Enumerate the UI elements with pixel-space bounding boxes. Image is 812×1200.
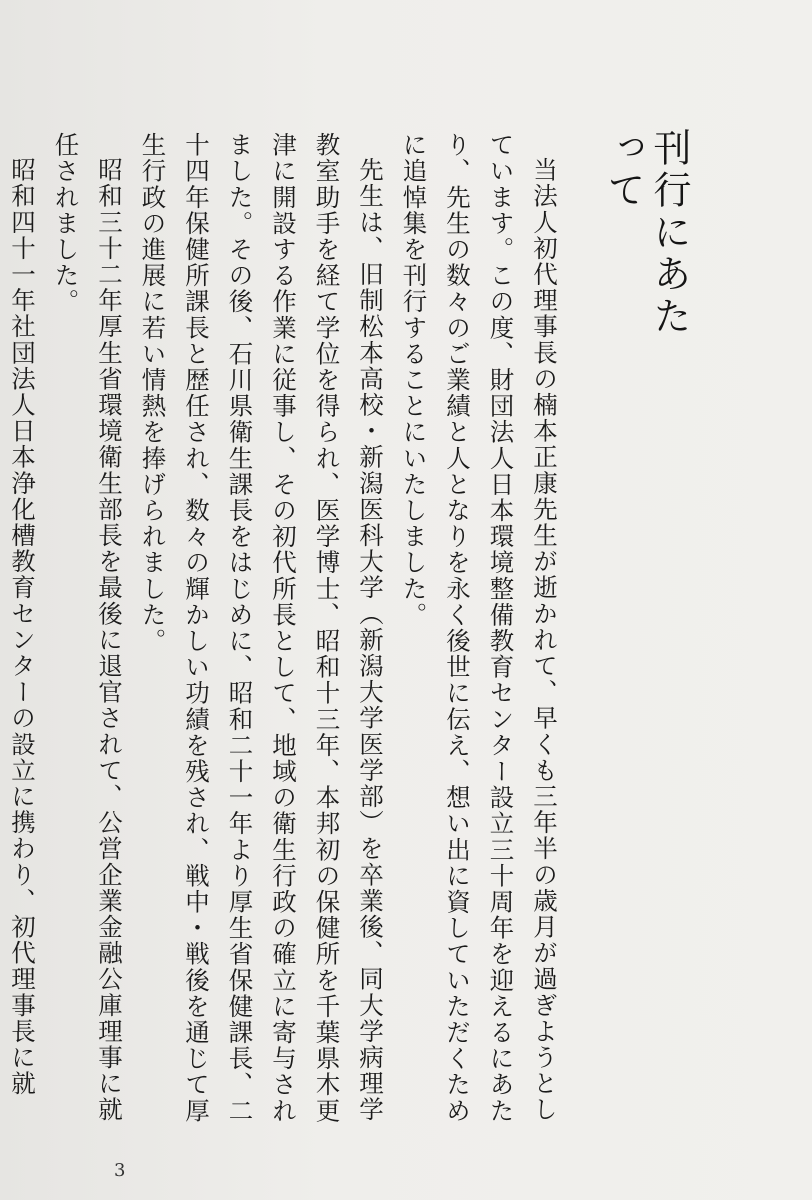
body-text [8,132,566,1142]
paragraph-4: 昭和四十一年社団法人日本浄化槽教育センターの設立に携わり、初代理事長に就 [8,156,37,1097]
paragraph-2: 先生は、旧制松本高校・新潟医科大学（新潟大学医学部）を卒業後、同大学病理学教室助手を経て学位を得られ、医学博士、昭和十三年、本邦初の保健所を千葉県木更津に開設する作業に従事し、その初代所長として、地域の衛生行政の確立に寄与されました。その後、石川県衛生課長をはじめに、昭和二十一年より厚生省保健課長、二十四年保健所課長と歴任され、数々の輝かしい功績を残され、戦中・戦後を通じて厚生行政の進展に若い情熱を捧げられました。 [138,132,385,1124]
page-number: 3 [114,1160,126,1181]
page-title: 刊行にあたって [601,128,691,338]
paragraph-1: 当法人初代理事長の楠本正康先生が逝かれて、早くも三年半の歳月が過ぎようとしています。この度、財団法人日本環境整備教育センター設立三十周年を迎えるにあたり、先生の数々のご業績と人となりを永く後世に伝え、想い出に資していただくために追悼集を刊行することにいたしました。 [399,132,559,1124]
paragraph-3: 昭和三十二年厚生省環境衛生部長を最後に退官されて、公営企業金融公庫理事に就任されました。 [51,132,124,1123]
